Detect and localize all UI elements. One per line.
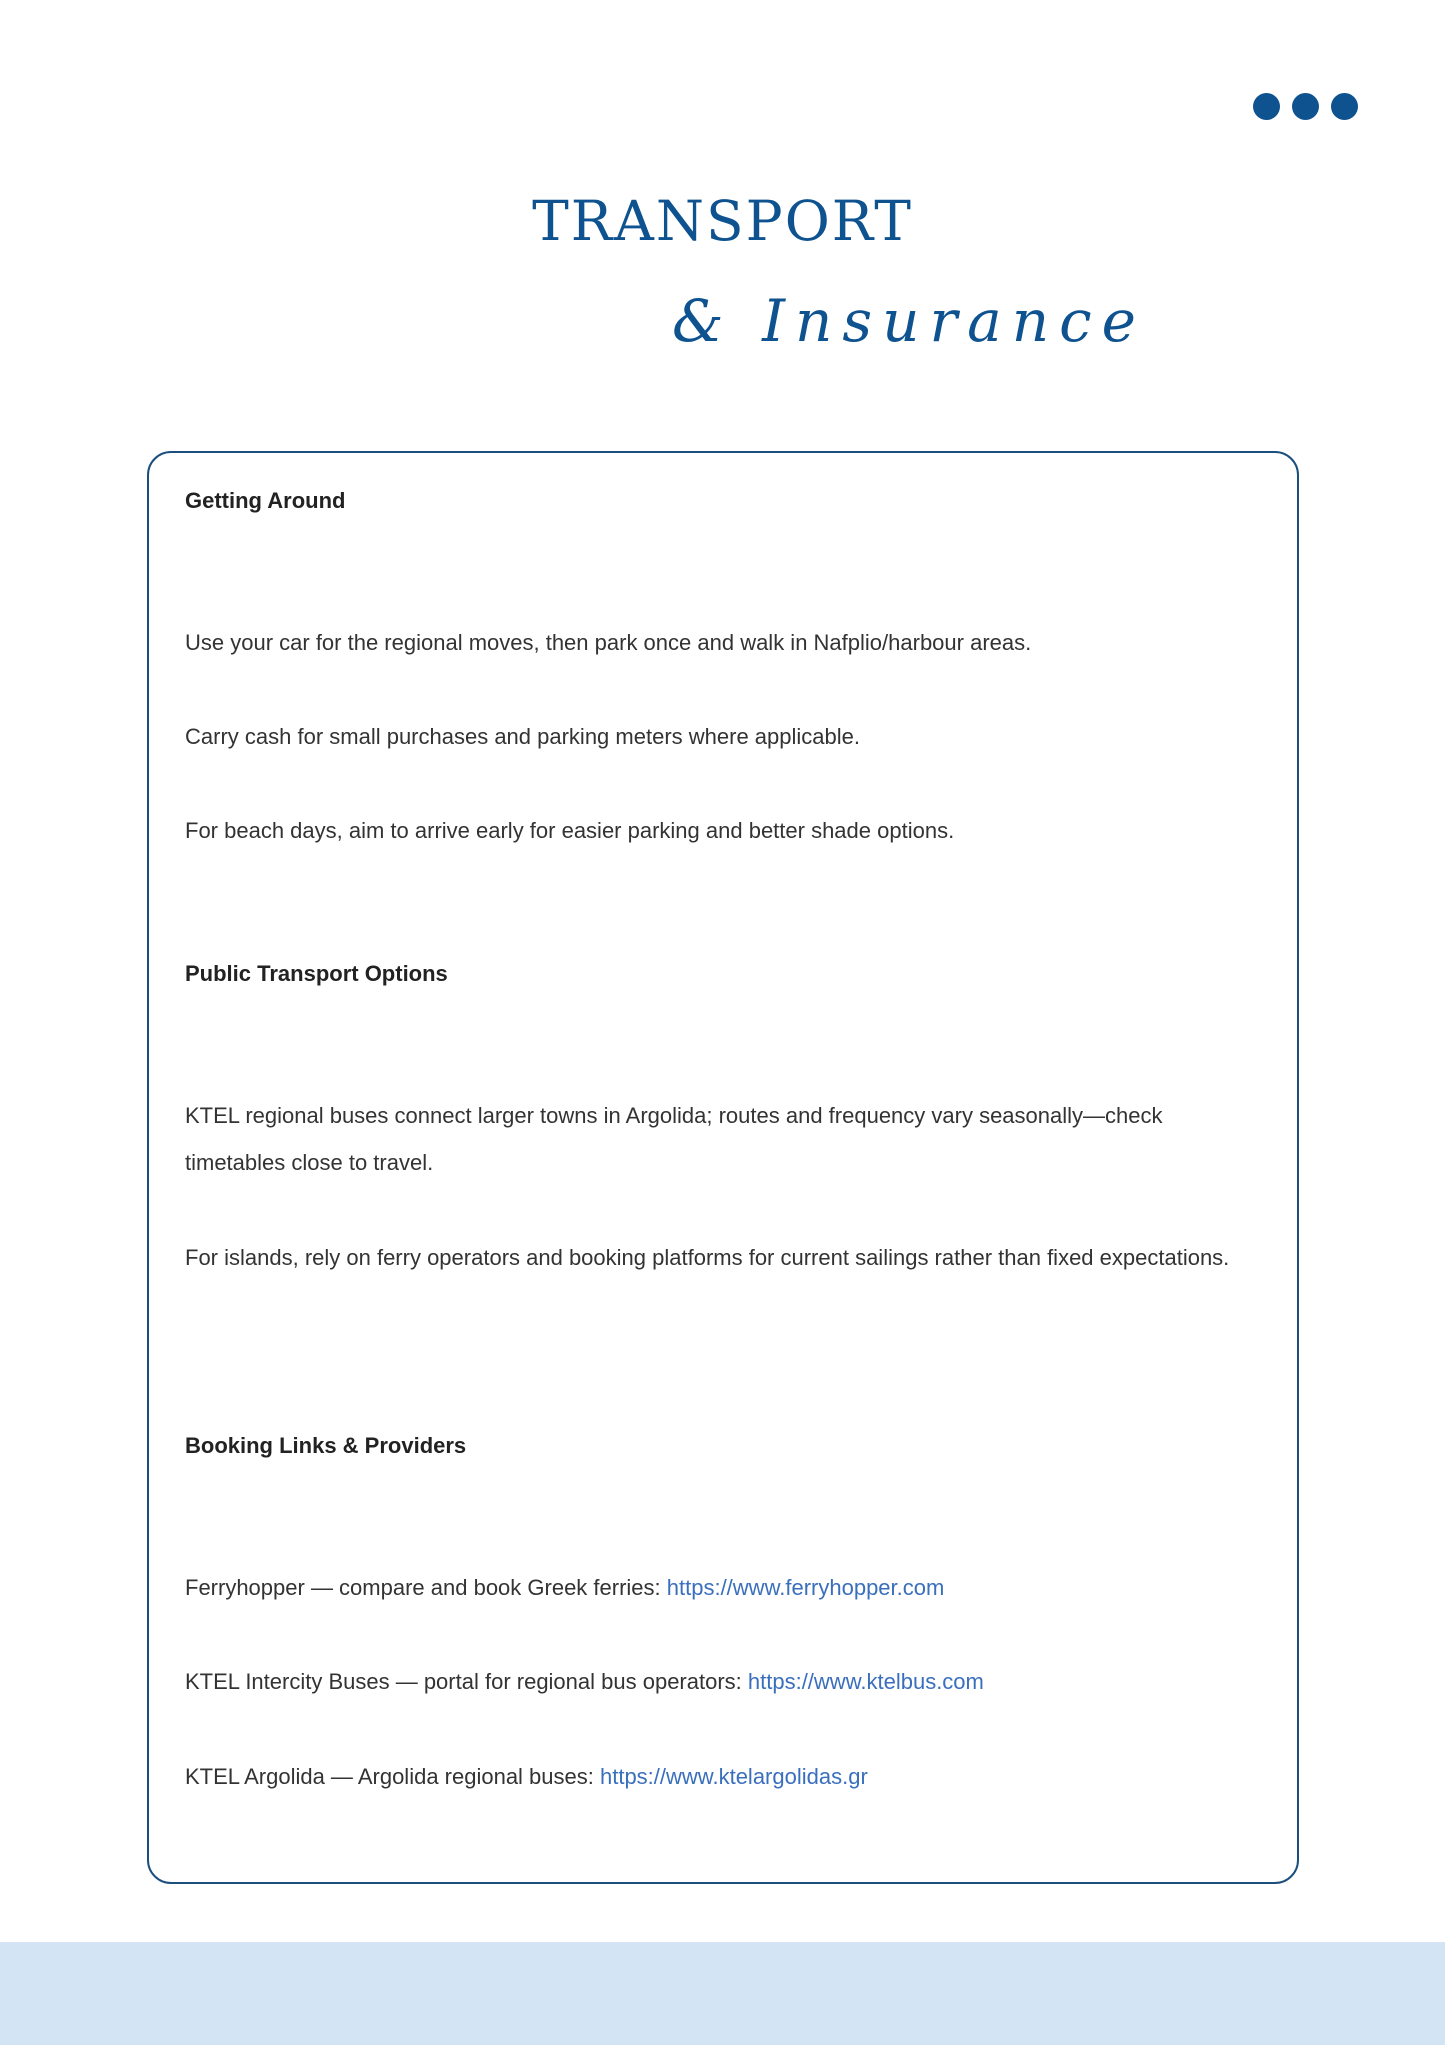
list-item	[185, 1753, 1245, 1800]
provider-text: Ferryhopper — compare and book Greek ferries:	[185, 1575, 667, 1600]
page-title: TRANSPORT	[532, 189, 913, 253]
dot-icon	[1253, 93, 1280, 120]
ktelbus-link[interactable]: https://www.ktelbus.com	[747, 1669, 984, 1694]
section-heading-public-transport: Public Transport Options	[185, 961, 448, 986]
list-item	[185, 1564, 1245, 1611]
page-subtitle: & Insurance	[672, 287, 1146, 355]
dot-icon	[1331, 93, 1358, 120]
list-item: Carry cash for small purchases and parking meters where applicable.	[185, 724, 860, 749]
ktelargolidas-link[interactable]: https://www.ktelargolidas.gr	[599, 1764, 868, 1789]
list-item: Use your car for the regional moves, then park once and walk in Nafplio/harbour areas.	[185, 630, 1032, 655]
list-item	[185, 1658, 1245, 1705]
list-item: For islands, rely on ferry operators and booking platforms for current sailings rather than fixed expectations.	[185, 1245, 1230, 1270]
dot-icon	[1292, 93, 1319, 120]
section-heading-booking: Booking Links & Providers	[185, 1433, 467, 1458]
footer-band	[0, 1942, 1445, 2045]
dots-menu-icon	[1253, 93, 1358, 120]
ferryhopper-link[interactable]: https://www.ferryhopper.com	[666, 1575, 945, 1600]
provider-text: KTEL Argolida — Argolida regional buses:	[185, 1764, 600, 1789]
list-item: For beach days, aim to arrive early for easier parking and better shade options.	[185, 818, 955, 843]
section-heading-getting-around: Getting Around	[185, 488, 346, 513]
provider-text: KTEL Intercity Buses — portal for regional bus operators:	[185, 1669, 748, 1694]
list-item: KTEL regional buses connect larger towns in Argolida; routes and frequency vary seasonally—check timetables close to travel.	[185, 1103, 1163, 1175]
